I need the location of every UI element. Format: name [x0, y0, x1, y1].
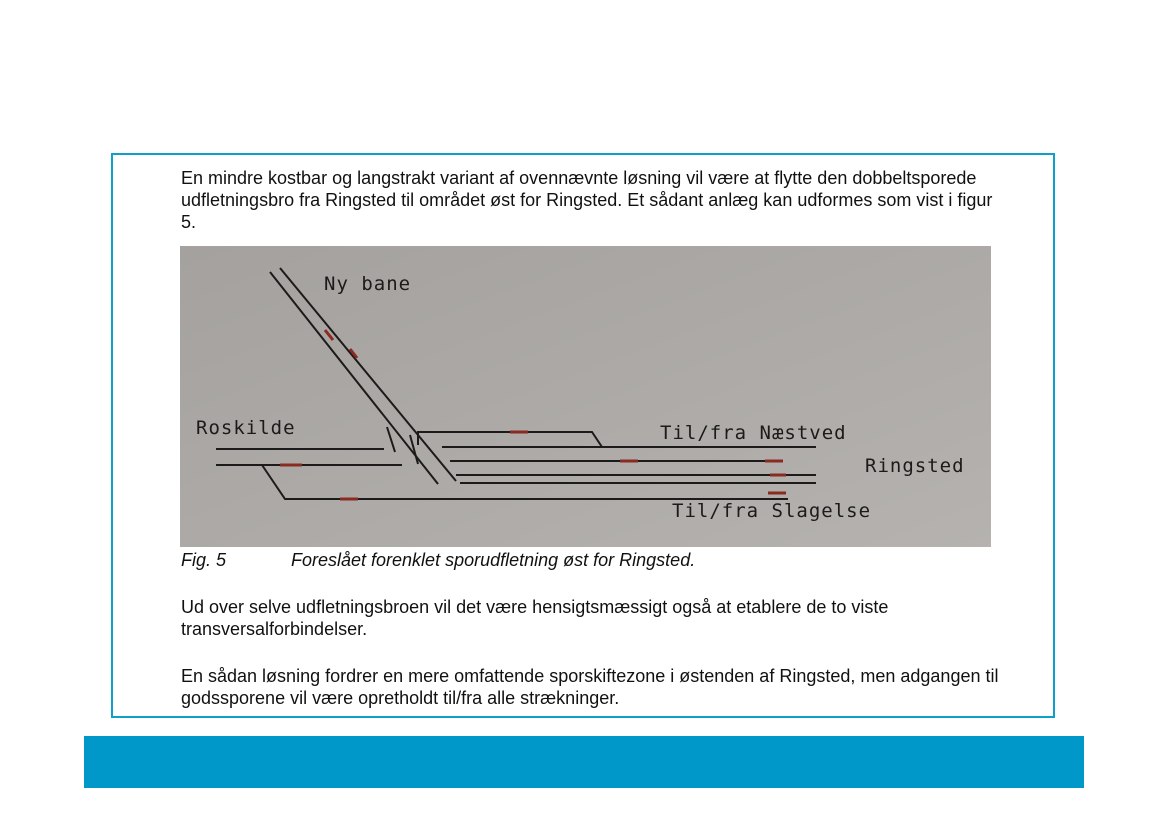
paragraph-intro: En mindre kostbar og langstrakt variant af ovennævnte løsning vil være at flytte den dobbeltsporede udfletningsbro fra Ringsted til området øst for Ringsted. Et sådant anlæg kan udformes som vist i figur 5.: [181, 168, 993, 232]
figure-sketch: [180, 246, 991, 547]
paragraph-conclusion: En sådan løsning fordrer en mere omfattende sporskiftezone i østenden af Ringsted, men adgangen til godssporene vil være opretholdt til/fra alle strækninger.: [181, 666, 999, 708]
footer-bar: [84, 736, 1084, 788]
label-slagelse: Til/fra Slagelse: [672, 500, 872, 522]
figure-number: Fig. 5: [181, 550, 227, 570]
label-naestved: Til/fra Næstved: [660, 422, 847, 444]
track-diagram: [180, 246, 991, 547]
figure-caption-text: Foreslået forenklet sporudfletning øst for Ringsted.: [291, 550, 696, 570]
figure-caption: [181, 550, 695, 571]
content-frame: [111, 153, 1055, 718]
label-ringsted: Ringsted: [865, 455, 965, 477]
paragraph-transversal: Ud over selve udfletningsbroen vil det være hensigtsmæssigt også at etablere de to viste transversalforbindelser.: [181, 597, 889, 639]
label-roskilde: Roskilde: [196, 417, 296, 439]
label-ny-bane: Ny bane: [324, 273, 412, 295]
